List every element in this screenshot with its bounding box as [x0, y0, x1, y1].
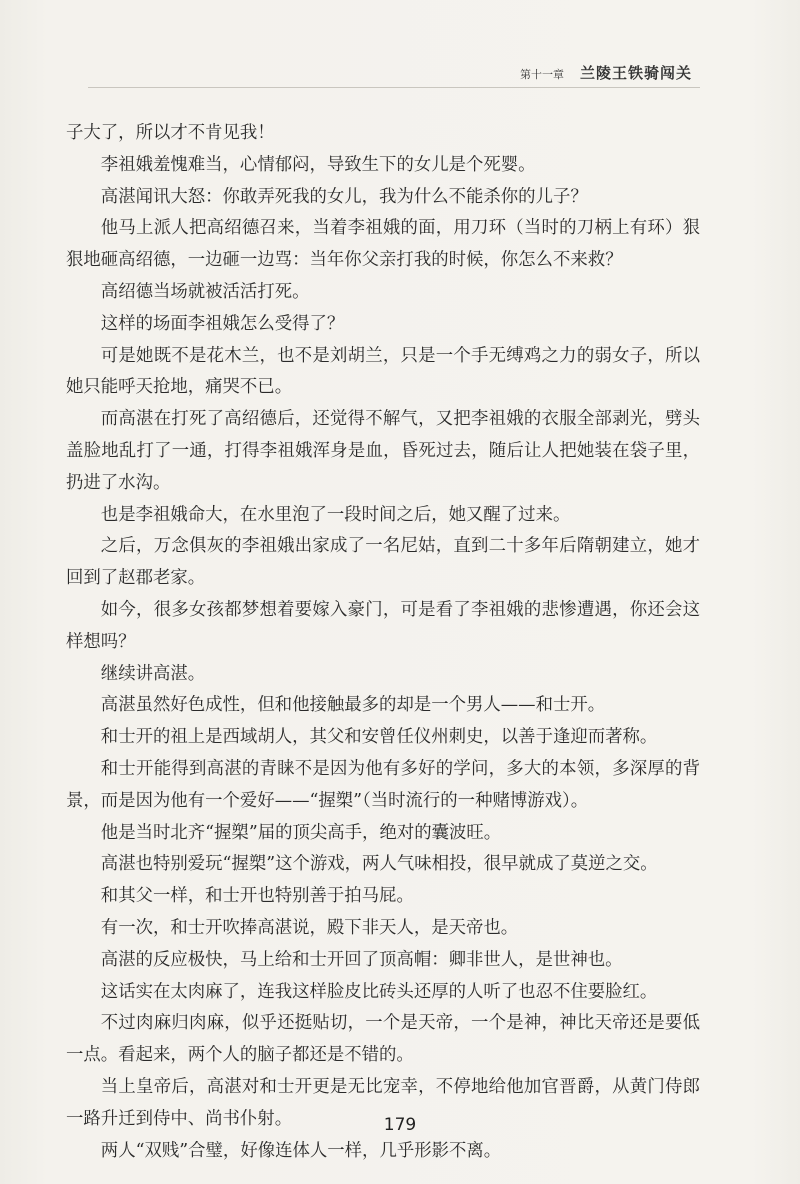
paragraph: 有一次，和士开吹捧高湛说，殿下非天人，是天帝也。: [100, 917, 519, 938]
running-header: [520, 62, 692, 83]
body-text: [66, 118, 700, 1167]
paragraph: 之后，万念俱灰的李祖娥出家成了一名尼姑，直到二十多年后隋朝建立，她才回到了赵郡老家。: [66, 536, 700, 589]
page-number: 179: [383, 1115, 417, 1135]
paragraph: 继续讲高湛。: [100, 663, 206, 684]
paragraph: 高湛虽然好色成性，但和他接触最多的却是一个男人——和士开。: [100, 695, 606, 716]
paragraph: 这样的场面李祖娥怎么受得了？: [100, 313, 345, 334]
paragraph: 李祖娥羞愧难当，心情郁闷，导致生下的女儿是个死婴。: [100, 154, 536, 175]
paragraph: 高湛的反应极快，马上给和士开回了顶高帽：卿非世人，是世神也。: [100, 949, 623, 970]
paragraph: 而高湛在打死了高绍德后，还觉得不解气，又把李祖娥的衣服全部剥光，劈头盖脸地乱打了一通，打得李祖娥浑身是血，昏死过去，随后让人把她装在袋子里，扔进了水沟。: [66, 409, 700, 493]
paragraph: 也是李祖娥命大，在水里泡了一段时间之后，她又醒了过来。: [100, 504, 571, 525]
paragraph: 他马上派人把高绍德召来，当着李祖娥的面，用刀环（当时的刀柄上有环）狠狠地砸高绍德，一边砸一边骂：当年你父亲打我的时候，你怎么不来救？: [66, 218, 700, 271]
paragraph: 和其父一样，和士开也特别善于拍马屁。: [100, 886, 414, 907]
paragraph: 两人“双贱”合璧，好像连体人一样，几乎形影不离。: [100, 1140, 502, 1161]
paragraph: 子大了，所以才不肯见我！: [66, 123, 275, 143]
paragraph: 当上皇帝后，高湛对和士开更是无比宠幸，不停地给他加官晋爵，从黄门侍郎一路升迁到侍中、尚书仆射。: [66, 1076, 700, 1129]
paragraph: 和士开能得到高湛的青睐不是因为他有多好的学问，多大的本领，多深厚的背景，而是因为他有一个爱好——“握槊”（当时流行的一种赌博游戏）。: [66, 758, 700, 811]
header-divider: [88, 87, 700, 88]
paragraph: 他是当时北齐“握槊”届的顶尖高手，绝对的囊波旺。: [100, 822, 502, 843]
chapter-title: 兰陵王铁骑闯关: [579, 64, 692, 82]
paragraph: 高湛闻讯大怒：你敢弄死我的女儿，我为什么不能杀你的儿子？: [100, 186, 588, 207]
paragraph: 这话实在太肉麻了，连我这样脸皮比砖头还厚的人听了也忍不住要脸红。: [100, 981, 658, 1002]
paragraph: 高湛也特别爱玩“握槊”这个游戏，两人气味相投，很早就成了莫逆之交。: [100, 854, 658, 875]
paragraph: 如今，很多女孩都梦想着要嫁入豪门，可是看了李祖娥的悲惨遭遇，你还会这样想吗？: [66, 599, 700, 652]
paragraph: 不过肉麻归肉麻，似乎还挺贴切，一个是天帝，一个是神，神比天帝还是要低一点。看起来，两个人的脑子都还是不错的。: [66, 1013, 700, 1066]
chapter-number: 第十一章: [519, 68, 564, 81]
paragraph: 和士开的祖上是西域胡人，其父和安曾任仪州刺史，以善于逢迎而著称。: [100, 727, 658, 748]
paragraph: 高绍德当场就被活活打死。: [100, 281, 310, 302]
paragraph: 可是她既不是花木兰，也不是刘胡兰，只是一个手无缚鸡之力的弱女子，所以她只能呼天抢地，痛哭不已。: [66, 345, 700, 398]
